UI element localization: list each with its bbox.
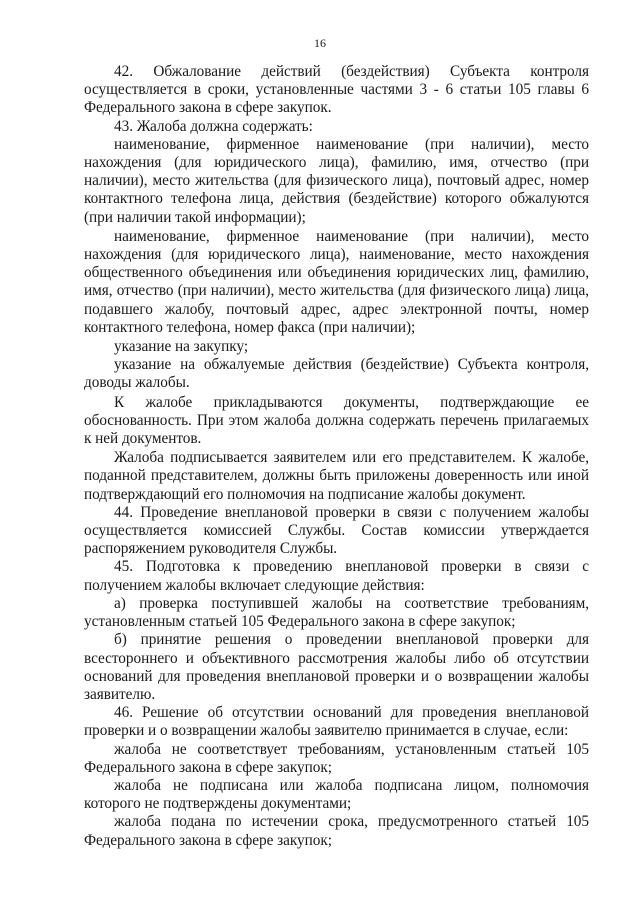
paragraph-43-item-subject: наименование, фирменное наименование (при наличии), место нахождения (для юридического лица), фамилию, имя, отчество (при наличии), место жительства (для физического лица), почтовый адрес, номер контактного телефона лица, действия (бездействие) которого обжалуются (при наличии такой информации); [84,135,589,226]
paragraph-43-item-applicant: наименование, фирменное наименование (при наличии), место нахождения (для юридического лица), наименование, место нахождения общественного объединения или объединения юридических лиц, фамилию, имя, отчество (при наличии), место жительства (для физического лица) лица, подавшего жалобу, почтовый адрес, адрес электронной почты, номер контактного телефона, номер факса (при наличии); [84,227,589,336]
paragraph-45-a: а) проверка поступившей жалобы на соответствие требованиям, установленным статьей 105 Федерального закона в сфере закупок; [84,594,589,631]
paragraph-signature: Жалоба подписывается заявителем или его представителем. К жалобе, поданной представителем, должны быть приложены доверенность или иной подтверждающий его полномочия на подписание жалобы документ. [84,449,589,503]
paragraph-46-item-requirements: жалоба не соответствует требованиям, установленным статьей 105 Федерального закона в сфере закупок; [84,740,589,776]
paragraph-44: 44. Проведение внеплановой проверки в связи с получением жалобы осуществляется комиссией Службы. Состав комиссии утверждается распоряжением руководителя Службы. [84,503,589,558]
document-body [84,63,589,850]
paragraph-45-b: б) принятие решения о проведении внеплановой проверки для всестороннего и объективного рассмотрения жалобы либо об отсутствии оснований для проведения внеплановой проверки и о возвращении жалобы заявителю. [84,631,589,703]
paragraph-46: 46. Решение об отсутствии оснований для проведения внеплановой проверки и о возвращении жалобы заявителю принимается в случае, если: [84,704,589,740]
paragraph-attachments: К жалобе прикладываются документы, подтверждающие ее обоснованность. При этом жалоба должна содержать перечень прилагаемых к ней документов. [84,393,589,448]
paragraph-45: 45. Подготовка к проведению внеплановой проверки в связи с получением жалобы включает следующие действия: [84,558,589,594]
paragraph-46-item-deadline: жалоба подана по истечении срока, предусмотренного статьей 105 Федерального закона в сфере закупок; [84,813,589,849]
paragraph-43-heading: 43. Жалоба должна содержать: [114,117,313,135]
paragraph-46-item-unsigned: жалоба не подписана или жалоба подписана лицом, полномочия которого не подтверждены документами; [84,776,589,813]
page-number: 16 [314,36,326,50]
paragraph-43-item-procurement: указание на закупку; [114,338,249,356]
paragraph-42: 42. Обжалование действий (бездействия) Субъекта контроля осуществляется в сроки, установленные частями 3 - 6 статьи 105 главы 6 Федерального закона в сфере закупок. [84,63,589,117]
paragraph-43-item-actions: указание на обжалуемые действия (бездействие) Субъекта контроля, доводы жалобы. [84,356,589,392]
